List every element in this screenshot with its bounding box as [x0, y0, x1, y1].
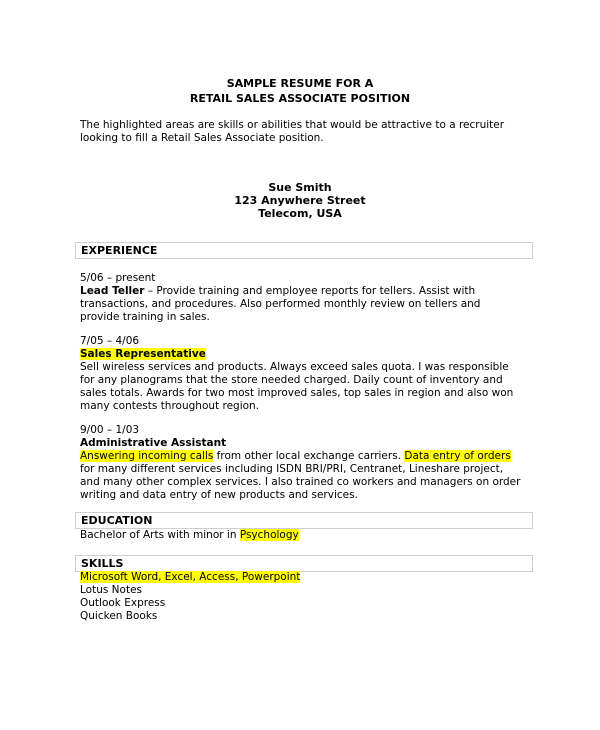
intro-line-1: The highlighted areas are skills or abilities that would be attractive to a recruiter — [80, 119, 505, 131]
education-line — [80, 529, 530, 542]
job-2-desc-line: sales totals. Awards for two most improved sales, top sales in region and also won — [80, 387, 514, 399]
skills-item: Quicken Books — [80, 610, 158, 622]
skills-item: Lotus Notes — [80, 584, 142, 596]
experience-heading: EXPERIENCE — [75, 242, 533, 259]
job-1-line-1 — [80, 285, 530, 298]
job-1-desc-line: transactions, and procedures. Also performed monthly review on tellers and — [80, 298, 481, 310]
skills-heading: SKILLS — [75, 555, 533, 572]
job-3-desc-line: writing and data entry of new products and services. — [80, 489, 358, 501]
job-3-title: Administrative Assistant — [80, 437, 227, 449]
job-1-desc-first: – Provide training and employee reports for tellers. Assist with — [144, 285, 476, 297]
job-1-desc-line: provide training in sales. — [80, 311, 210, 323]
job-2-desc-line: Sell wireless services and products. Always exceed sales quota. I was responsible — [80, 361, 509, 373]
job-2-title: Sales Representative — [80, 348, 206, 360]
education-highlight: Psychology — [239, 529, 299, 541]
contact-street: 123 Anywhere Street — [234, 194, 366, 207]
skills-highlight-line — [80, 571, 530, 584]
job-2-dates: 7/05 – 4/06 — [80, 335, 140, 347]
job-2-title-line — [80, 348, 530, 361]
title-line-2: RETAIL SALES ASSOCIATE POSITION — [189, 92, 411, 105]
title-line-1: SAMPLE RESUME FOR A — [226, 77, 374, 90]
job-3-highlight-calls: Answering incoming calls — [80, 450, 214, 462]
job-2-desc-line: for any planograms that the store needed charged. Daily count of inventory and — [80, 374, 503, 386]
job-1-title: Lead Teller — [80, 285, 145, 297]
job-2-desc-line: many contests throughout region. — [80, 400, 260, 412]
job-3-line-1 — [80, 450, 530, 463]
job-3-desc-line: for many different services including ISDN BRI/PRI, Centranet, Lineshare project, — [80, 463, 504, 475]
contact-city: Telecom, USA — [258, 207, 342, 220]
contact-name: Sue Smith — [268, 181, 332, 194]
intro-line-2: looking to fill a Retail Sales Associate position. — [80, 132, 324, 144]
job-3-line-1-mid: from other local exchange carriers. — [213, 450, 405, 462]
education-heading: EDUCATION — [75, 512, 533, 529]
skills-item: Outlook Express — [80, 597, 166, 609]
skills-highlight: Microsoft Word, Excel, Access, Powerpoint — [80, 571, 301, 583]
job-3-highlight-data-entry: Data entry of orders — [404, 450, 511, 462]
job-3-dates: 9/00 – 1/03 — [80, 424, 140, 436]
job-1-dates: 5/06 – present — [80, 272, 156, 284]
job-3-desc-line: and many other complex services. I also trained co workers and managers on order — [80, 476, 521, 488]
education-text: Bachelor of Arts with minor in — [80, 529, 240, 541]
job-3-title-line — [80, 437, 530, 450]
